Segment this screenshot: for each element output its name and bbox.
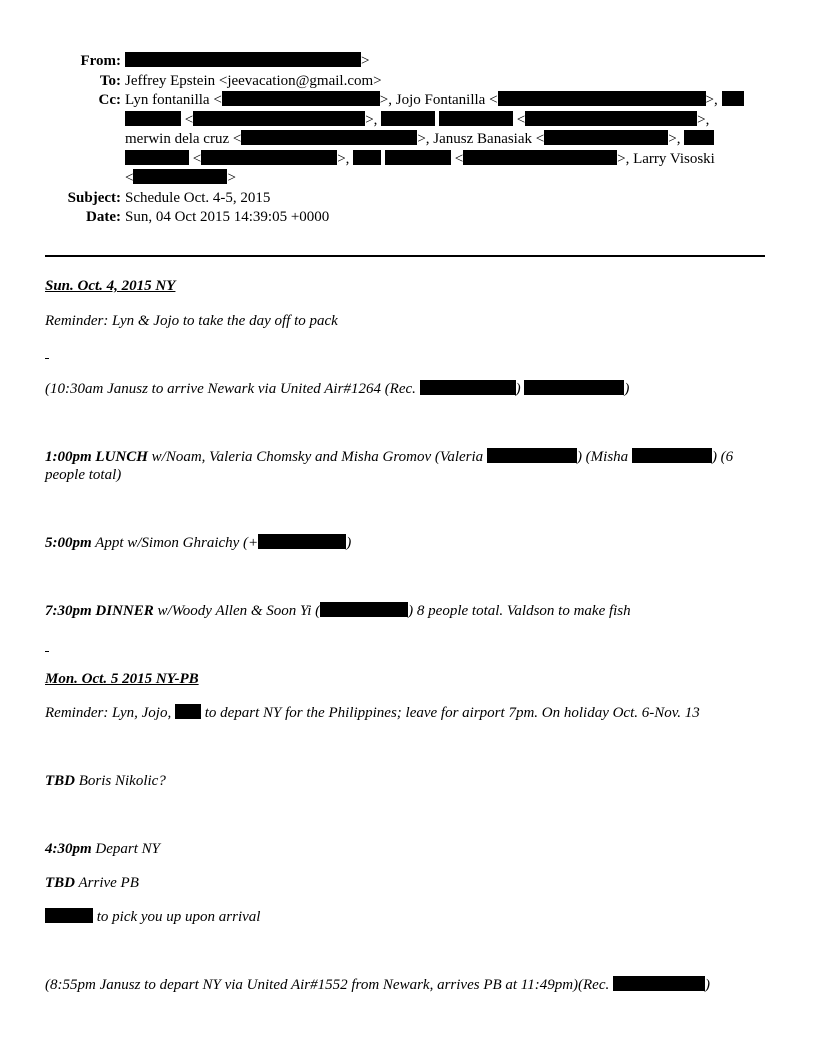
redaction-bar	[722, 91, 744, 106]
cc-row	[45, 91, 775, 189]
janusz-departure: (8:55pm Janusz to depart NY via United Air#1552 from Newark, arrives PB at 11:49pm)(Rec. )	[45, 977, 710, 993]
redaction-bar	[222, 91, 380, 106]
redaction-bar	[381, 111, 435, 126]
redaction-bar	[353, 150, 381, 165]
day2-reminder: Reminder: Lyn, Jojo, to depart NY for the Philippines; leave for airport 7pm. On holiday Oct. 6-Nov. 13	[45, 705, 700, 721]
redaction-bar	[385, 150, 451, 165]
appt-entry: 5:00pm Appt w/Simon Ghraichy (+ )	[45, 535, 352, 551]
email-header	[45, 52, 775, 228]
day2-heading: Mon. Oct. 5 2015 NY-PB	[45, 671, 199, 687]
date-value: Sun, 04 Oct 2015 14:39:05 +0000	[125, 209, 330, 225]
redaction-bar	[125, 111, 181, 126]
redaction-bar	[524, 380, 624, 395]
redaction-bar	[133, 169, 227, 184]
redaction-bar	[258, 534, 346, 549]
pickup-entry: to pick you up upon arrival	[45, 908, 775, 926]
day1-heading: Sun. Oct. 4, 2015 NY	[45, 278, 176, 294]
redaction-bar	[525, 111, 697, 126]
redaction-bar	[487, 448, 577, 463]
subject-value: Schedule Oct. 4-5, 2015	[125, 189, 271, 206]
depart-ny: 4:30pm Depart NY	[45, 841, 161, 857]
redaction-bar	[320, 602, 408, 617]
redaction-bar	[632, 448, 712, 463]
date-label: Date:	[86, 209, 121, 225]
janusz-arrival: (10:30am Janusz to arrive Newark via United Air#1264 (Rec. ) )	[45, 381, 630, 397]
from-row: From: >	[45, 52, 775, 72]
redaction-bar	[201, 150, 337, 165]
redaction-bar	[439, 111, 513, 126]
redaction-bar	[125, 52, 361, 67]
redaction-bar	[544, 130, 668, 145]
blank-marker	[45, 358, 49, 359]
redaction-bar	[420, 380, 516, 395]
redaction-bar	[45, 908, 93, 923]
blank-marker	[45, 651, 49, 652]
redaction-bar	[613, 976, 705, 991]
cc-label: Cc:	[98, 92, 121, 108]
lunch-entry: 1:00pm LUNCH w/Noam, Valeria Chomsky and Misha Gromov (Valeria ) (Misha ) (6 people total)	[45, 449, 734, 483]
redaction-bar	[498, 91, 706, 106]
redaction-bar	[463, 150, 617, 165]
to-value: Jeffrey Epstein <jeevacation@gmail.com>	[125, 72, 382, 89]
cc-value: Lyn fontanilla < >, Jojo Fontanilla < >, < >, < >, merwin dela cruz < >, Janusz Banasiak < >, < >, < >, Larry Visoski < >	[125, 91, 775, 189]
date-row	[45, 208, 775, 228]
redaction-bar	[684, 130, 714, 145]
subject-row	[45, 189, 775, 209]
arrive-pb: TBD Arrive PB	[45, 875, 139, 891]
to-label: To:	[99, 72, 121, 89]
subject-label: Subject:	[67, 189, 121, 206]
header-divider	[45, 255, 765, 257]
redaction-bar	[193, 111, 365, 126]
redaction-bar	[125, 150, 189, 165]
tbd-boris: TBD Boris Nikolic?	[45, 773, 166, 789]
redaction-bar	[241, 130, 417, 145]
redaction-bar	[175, 704, 201, 719]
dinner-entry: 7:30pm DINNER w/Woody Allen & Soon Yi ( ) 8 people total. Valdson to make fish	[45, 603, 631, 619]
to-row	[45, 72, 775, 92]
from-label: From:	[80, 53, 121, 69]
day1-reminder: Reminder: Lyn & Jojo to take the day off to pack	[45, 313, 338, 329]
